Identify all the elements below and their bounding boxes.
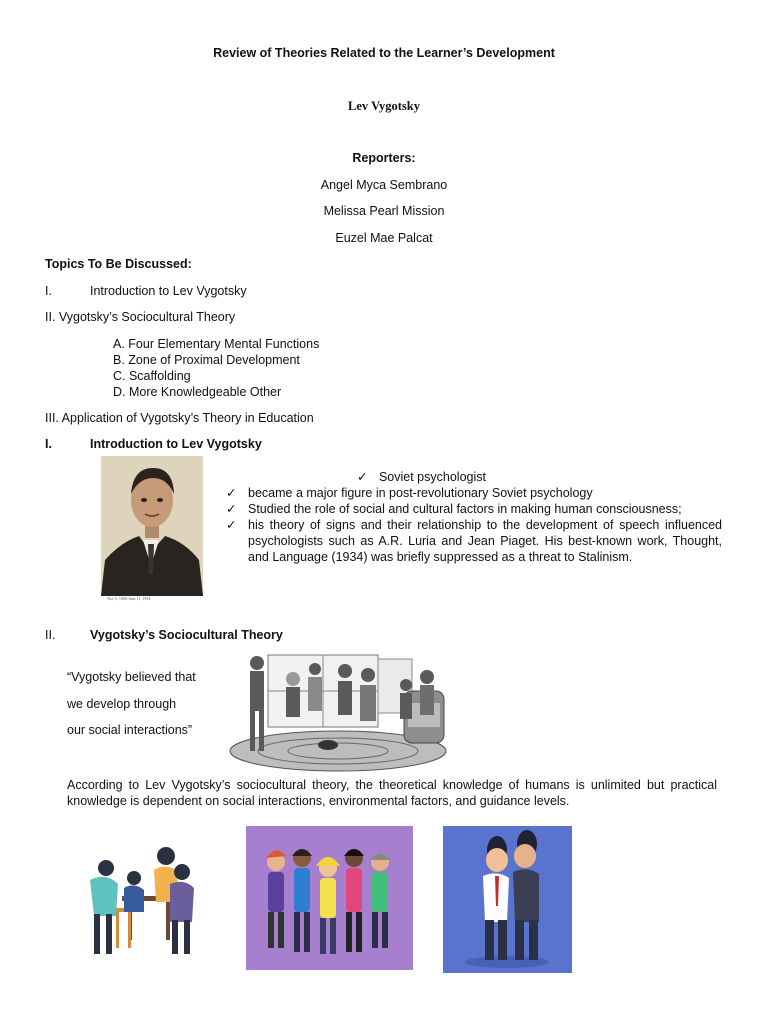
reporter-name: Melissa Pearl Mission: [323, 204, 445, 218]
bullet-item: [226, 485, 722, 501]
theory-paragraph: According to Lev Vygotsky’s sociocultural theory, the theoretical knowledge of humans is unlimited but practical knowledge is dependent on social interactions, environmental factors, and guidance levels.: [67, 778, 717, 808]
group-of-friends-illustration: [246, 826, 413, 970]
quote-line: our social interactions”: [67, 723, 193, 737]
topic-subitem: D. More Knowledgeable Other: [113, 385, 282, 399]
team-meeting-drawing: [66, 826, 218, 956]
topic-subitem: B. Zone of Proximal Development: [113, 353, 300, 367]
whispering-men-drawing: [443, 826, 572, 973]
check-icon: ✓: [226, 518, 237, 532]
bullet-text: Studied the role of social and cultural factors in making human consciousness;: [248, 502, 682, 516]
bullet-list: [226, 485, 722, 565]
group-of-friends-drawing: [246, 826, 413, 970]
section-number: I.: [45, 437, 52, 451]
topic-number: I.: [45, 284, 52, 298]
bullet-text: became a major figure in post-revolutionary Soviet psychology: [248, 486, 593, 500]
bullet-text: his theory of signs and their relationship to the development of speech influenced psychologists such as A.R. Luria and Jean Piaget. His best-known work, Thought, and Language (1934) was briefly suppressed as a threat to Stalinism.: [248, 518, 722, 564]
document-title: Review of Theories Related to the Learner’s Development: [213, 46, 555, 60]
section-number: II.: [45, 628, 56, 642]
family-room-drawing: [228, 651, 454, 773]
reporters-heading: Reporters:: [352, 151, 416, 165]
family-room-illustration: [228, 651, 454, 773]
bullet-first: [357, 469, 486, 485]
quote-line: we develop through: [67, 697, 177, 711]
bullet-text: Soviet psychologist: [378, 470, 486, 484]
check-icon: ✓: [226, 502, 237, 516]
portrait-illustration: [101, 456, 203, 604]
bullet-item: [226, 517, 722, 565]
topic-item: Introduction to Lev Vygotsky: [90, 284, 247, 298]
vygotsky-portrait: [101, 456, 203, 604]
topic-subitem: A. Four Elementary Mental Functions: [113, 337, 320, 351]
topic-item: II. Vygotsky’s Sociocultural Theory: [45, 310, 236, 324]
check-icon: ✓: [226, 486, 237, 500]
topic-subitem: C. Scaffolding: [113, 369, 191, 383]
section-title: Vygotsky’s Sociocultural Theory: [90, 628, 283, 642]
reporter-name: Euzel Mae Palcat: [335, 231, 433, 245]
whispering-men-illustration: [443, 826, 572, 973]
section-title: Introduction to Lev Vygotsky: [90, 437, 262, 451]
reporter-name: Angel Myca Sembrano: [320, 178, 448, 192]
topic-item: III. Application of Vygotsky’s Theory in Education: [45, 411, 314, 425]
photo-caption: Nov 5, 1896-June 11, 1934: [107, 596, 151, 601]
quote-line: “Vygotsky believed that: [67, 670, 196, 684]
check-icon: ✓: [357, 470, 368, 484]
document-subject: Lev Vygotsky: [348, 99, 420, 113]
topic-subitems: [113, 336, 319, 400]
topics-heading: Topics To Be Discussed:: [45, 257, 192, 271]
bullet-item: [226, 501, 722, 517]
team-meeting-illustration: [66, 826, 218, 956]
